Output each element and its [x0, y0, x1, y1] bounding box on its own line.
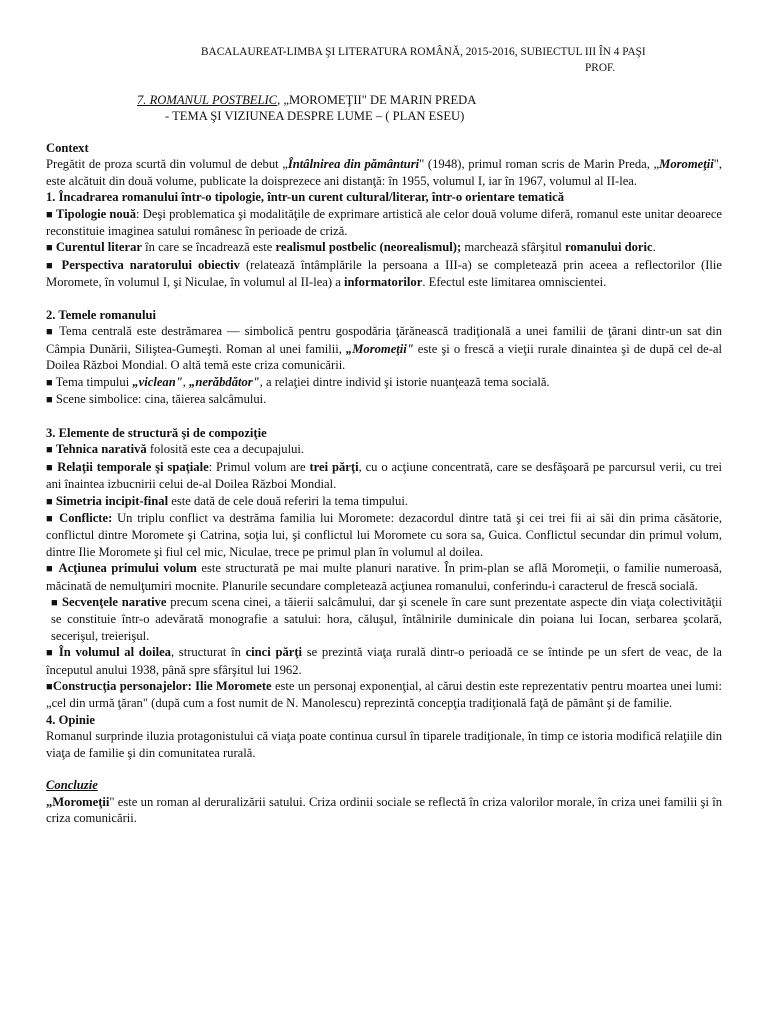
- title-work: , „MOROMEŢII" DE MARIN PREDA: [277, 93, 477, 107]
- section-heading-1: 1. Încadrarea romanului într-o tipologie, într-un curent cultural/literar, într-o orientare tematică: [46, 190, 565, 205]
- paragraph-tehnica: ■ Tehnica narativă folosită este cea a decupajului.: [46, 442, 305, 457]
- paragraph-secvente: ■ Secvenţele narative precum scena cinei, a tăierii salcâmului, dar şi scenele în care sunt prezentate aspecte din viaţa colectivităţii se constituie într-o adevărată monografie a satului: hora, căluşul, întâlnirile duminicale din poiana lui Iocan, serbarea şcolară, secerişul, treierişul.: [51, 594, 722, 643]
- section-heading-conclusion: Concluzie: [46, 778, 98, 793]
- paragraph-volumul-doi: ■ În volumul al doilea, structurat în cinci părţi se prezintă viaţa rurală dintr-o perioadă ce se întinde pe un sfert de veac, de la începutul anului 1938, până spre sfârşitul lui 1962.: [46, 645, 722, 677]
- document-body: [46, 140, 722, 827]
- paragraph-conflicte: ■ Conflicte: Un triplu conflict va destrăma familia lui Moromete: dezacordul dintre tată şi cei trei fii ai săi din prima căsătorie, conflictul dintre Moromete şi Catrina, soţia lui, şi conflictul lui Moromete cu sora sa, Guica. Conflictul secundar din primul volum, dintre Ilie Moromete şi fiul cel mic, Niculae, trece pe primul plan în volumul al doilea.: [46, 510, 723, 559]
- header-line-2: PROF.: [585, 62, 616, 74]
- paragraph-curent: ■ Curentul literar în care se încadrează este realismul postbelic (neorealismul); marchează sfârşitul romanului doric.: [46, 240, 656, 255]
- paragraph-actiunea: ■ Acţiunea primului volum este structurată pe mai multe planuri narative. În prim-plan se află Moromeţii, o familie numeroasă, măcinată de nemulţumiri mocnite. Planurile secundare completează acţiunea romanului, conferindu-i caracterul de frescă socială.: [46, 561, 722, 593]
- title-chapter: 7. ROMANUL POSTBELIC: [137, 93, 278, 107]
- paragraph-personaje: ■Construcţia personajelor: Ilie Moromete este un personaj exponenţial, al cărui destin este reprezentativ pentru moartea unei lumi: „cel din urmă ţăran" (după cum a fost numit de N. Manolescu) reprezintă concepţia tradiţională faţă de pământ şi de familie.: [46, 678, 722, 711]
- paragraph-tema-timpului: ■ Tema timpului „viclean", „nerăbdător", a relaţiei dintre individ şi istorie nuanţează tema socială.: [46, 374, 550, 389]
- paragraph-scene-simbolice: ■ Scene simbolice: cina, tăierea salcâmului.: [46, 392, 267, 407]
- document-subtitle: - TEMA ŞI VIZIUNEA DESPRE LUME – ( PLAN ESEU): [165, 109, 465, 123]
- paragraph-tema-centrala: ■ Tema centrală este destrămarea — simbolică pentru gospodăria ţărănească tradiţională a unei familii de ţărani dintr-un sat din Câmpia Dunării, Siliştea-Gumeşti. Roman al unei familii, „Moromeţii" este şi o frescă a vieţii rurale dinaintea şi de după cel de-al Doilea Război Mondial. O altă temă este criza comunicării.: [46, 324, 723, 373]
- section-heading-2: 2. Temele romanului: [46, 308, 156, 323]
- context-paragraph: Pregătit de proza scurtă din volumul de debut „Întâlnirea din pământuri" (1948), primul roman scris de Marin Preda, „Moromeţii", este alcătuit din două volume, publicate la doisprezece ani distanţă: în 1955, volumul I, iar în 1967, volumul al II-lea.: [46, 157, 723, 188]
- paragraph-tipologie: ■ Tipologie nouă: Deşi problematica şi modalităţile de exprimare artistică ale celor două volume diferă, romanul este unitar deoarece reconstituie imaginea satului românesc în perioade de criză.: [46, 206, 723, 239]
- paragraph-opinie: Romanul surprinde iluzia protagonistului că viaţa poate continua cursul în tiparele tradiţionale, în timp ce istoria modifică relaţiile din viaţa de familie şi din comunitatea rurală.: [46, 729, 722, 760]
- paragraph-perspectiva: ■ Perspectiva naratorului obiectiv (relatează întâmplările la persoana a III-a) se completează prin aceea a reflectorilor (Ilie Moromete, în volumul I, şi Niculae, în volumul al II-lea) a informatorilor. Efectul este limitarea omniscientei.: [46, 257, 722, 290]
- section-heading-3: 3. Elemente de structură şi de compoziţie: [46, 425, 267, 440]
- header-line-1: BACALAUREAT-LIMBA ŞI LITERATURA ROMÂNĂ, 2015-2016, SUBIECTUL III ÎN 4 PAŞI: [201, 46, 646, 58]
- section-heading-context: Context: [46, 141, 89, 155]
- paragraph-simetria: ■ Simetria incipit-final este dată de cele două referiri la tema timpului.: [46, 493, 408, 508]
- document-title: [137, 92, 768, 108]
- section-heading-4: 4. Opinie: [46, 712, 95, 727]
- paragraph-relatii: ■ Relaţii temporale şi spaţiale: Primul volum are trei părţi, cu o acţiune concentrată, care se desfăşoară pe parcursul verii, cu trei ani înaintea izbucnirii celui de-al Doilea Război Mondial.: [46, 459, 722, 492]
- paragraph-concluzie: „Moromeţii" este un roman al deruralizării satului. Criza ordinii sociale se reflectă în criza valorilor morale, în criza unei familii şi în criza comunicării.: [46, 794, 722, 826]
